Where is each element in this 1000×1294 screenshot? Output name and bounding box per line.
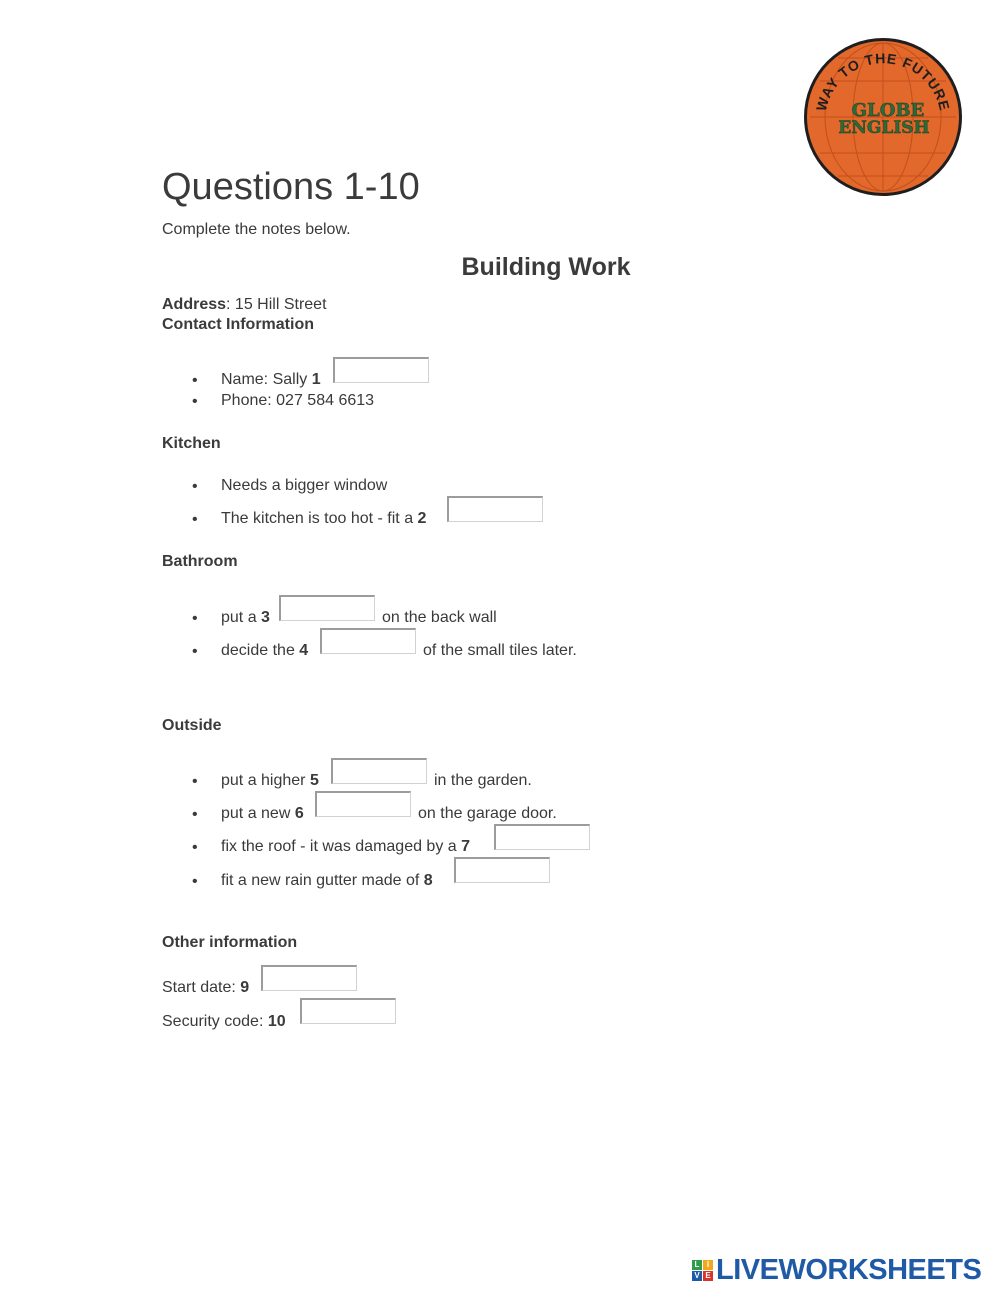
answer-input-9[interactable] (261, 965, 357, 991)
question-number-9: 9 (240, 979, 250, 996)
globe-english-logo (802, 36, 964, 198)
question-number-10: 10 (267, 1013, 286, 1030)
question-number-7: 7 (461, 838, 471, 855)
question-number-5: 5 (309, 772, 319, 789)
bullet: • (192, 643, 198, 660)
badge-letter-e: E (703, 1271, 713, 1281)
badge-letter-i: I (703, 1260, 713, 1270)
logo-arc-text: WAY TO THE FUTURE (812, 50, 954, 113)
question-number-4: 4 (299, 642, 309, 659)
outside-item-1-pre: put a higher (221, 772, 310, 789)
badge-letter-l: L (692, 1260, 702, 1270)
answer-input-10[interactable] (300, 998, 396, 1024)
answer-input-6[interactable] (315, 791, 411, 817)
answer-input-8[interactable] (454, 857, 550, 883)
list-item-kitchen-hot (192, 510, 427, 528)
list-item-outside-6 (192, 805, 304, 823)
address-value: 15 Hill Street (234, 296, 327, 313)
address-line (162, 296, 327, 314)
list-item-name (192, 371, 321, 389)
kitchen-heading: Kitchen (162, 435, 221, 452)
instruction-text: Complete the notes below. (162, 221, 351, 238)
bathroom-item-1-post: on the back wall (382, 609, 497, 626)
bullet: • (192, 393, 198, 410)
address-label: Address (162, 296, 227, 313)
outside-item-2-post: on the garage door. (418, 805, 557, 822)
outside-item-3-pre: fix the roof - it was damaged by a (221, 838, 462, 855)
answer-input-5[interactable] (331, 758, 427, 784)
list-item-window (192, 477, 388, 495)
start-date-line (162, 979, 249, 997)
answer-input-3[interactable] (279, 595, 375, 621)
bullet: • (192, 511, 198, 528)
name-label: Name: Sally (221, 371, 312, 388)
live-badge-icon (692, 1260, 713, 1281)
outside-item-2-pre: put a new (221, 805, 295, 822)
question-number-8: 8 (423, 872, 433, 889)
bullet: • (192, 610, 198, 627)
liveworksheets-logo[interactable] (692, 1254, 981, 1286)
bullet: • (192, 873, 198, 890)
kitchen-item-2: The kitchen is too hot - fit a (221, 510, 418, 527)
list-item-bathroom-3 (192, 609, 270, 627)
outside-item-1-post: in the garden. (434, 772, 532, 789)
bullet: • (192, 478, 198, 495)
question-number-2: 2 (417, 510, 427, 527)
bathroom-item-2-post: of the small tiles later. (423, 642, 577, 659)
contact-heading: Contact Information (162, 316, 314, 333)
list-item-outside-5 (192, 772, 319, 790)
logo-word-english: ENGLISH (838, 118, 930, 138)
list-item-outside-8 (192, 872, 433, 890)
question-number-6: 6 (294, 805, 304, 822)
phone-text: Phone: 027 584 6613 (221, 392, 375, 409)
list-item-outside-7 (192, 838, 471, 856)
logo-word-globe: GLOBE (851, 100, 925, 121)
security-code-line (162, 1013, 286, 1031)
section-heading: Building Work (461, 253, 631, 281)
bullet: • (192, 806, 198, 823)
bathroom-heading: Bathroom (162, 553, 238, 570)
badge-letter-v: V (692, 1271, 702, 1281)
other-heading: Other information (162, 934, 298, 951)
answer-input-4[interactable] (320, 628, 416, 654)
liveworksheets-brand: LIVEWORKSHEETS (716, 1253, 982, 1286)
bullet: • (192, 773, 198, 790)
outside-item-4-pre: fit a new rain gutter made of (221, 872, 424, 889)
bullet: • (192, 839, 198, 856)
list-item-phone (192, 392, 375, 410)
address-sep: : (226, 296, 235, 313)
security-code-label: Security code: (162, 1013, 268, 1030)
question-number-1: 1 (311, 371, 321, 388)
start-date-label: Start date: (162, 979, 241, 996)
page-title: Questions 1-10 (162, 166, 420, 208)
bathroom-item-2-pre: decide the (221, 642, 300, 659)
answer-input-1[interactable] (333, 357, 429, 383)
list-item-bathroom-4 (192, 642, 309, 660)
bathroom-item-1-pre: put a (221, 609, 262, 626)
answer-input-2[interactable] (447, 496, 543, 522)
bullet: • (192, 372, 198, 389)
kitchen-item-1: Needs a bigger window (221, 477, 388, 494)
outside-heading: Outside (162, 717, 222, 734)
answer-input-7[interactable] (494, 824, 590, 850)
question-number-3: 3 (261, 609, 270, 626)
